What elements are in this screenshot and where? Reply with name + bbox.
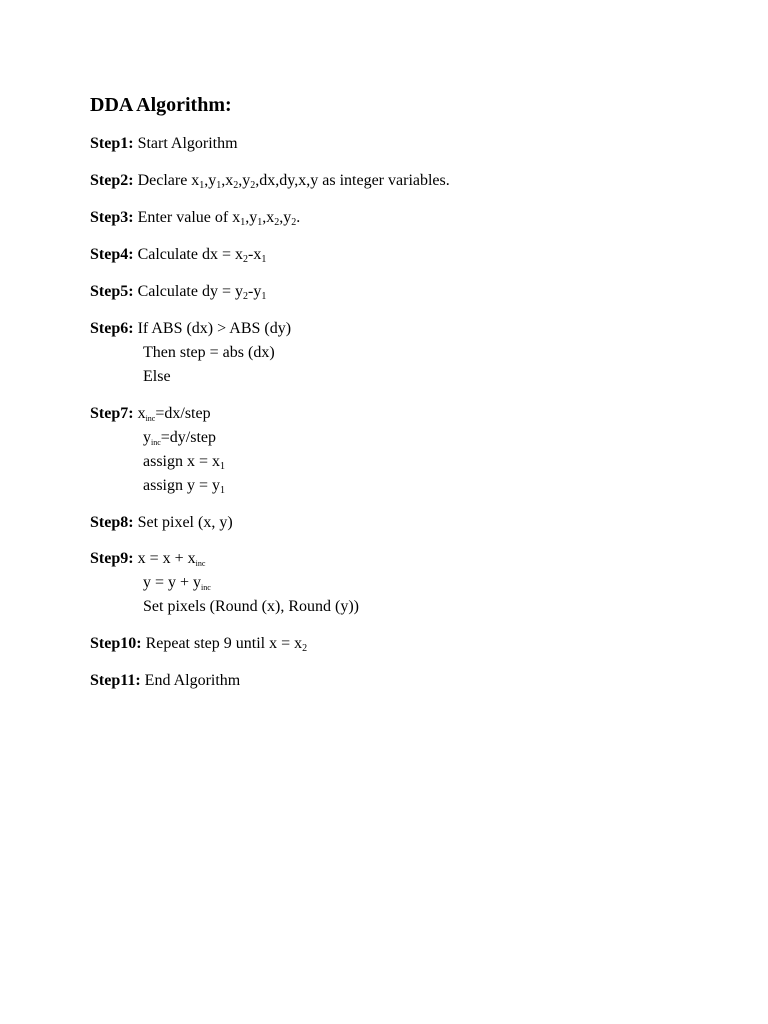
step-7 [90, 404, 211, 424]
step-5 [90, 282, 266, 302]
step-label: Step8: [90, 514, 134, 531]
step-7-line-3: assign $x = x_1$ [143, 453, 226, 472]
step-text: Repeat step 9 until $x = x_2$ [145, 635, 308, 654]
step-text: If ABS (dx) > ABS (dy) [137, 320, 292, 337]
step-11 [90, 671, 240, 691]
step-text: Start Algorithm [137, 135, 238, 152]
step-label: Step6: [90, 320, 134, 337]
step-7-line-4: assign $y = y_1$ [143, 477, 226, 496]
step-label: Step2: [90, 172, 134, 189]
step-label: Step5: [90, 283, 134, 300]
step-label: Step3: [90, 209, 134, 226]
step-label: Step7: [90, 405, 134, 422]
step-7-line-2: $y_{inc}=dy$/step [143, 429, 217, 447]
step-10 [90, 634, 307, 654]
step-text: Enter value of $x_1,y_1,x_2,y_2$. [137, 209, 301, 228]
step-text: Calculate dx = $x_2-x_1$ [137, 246, 267, 265]
step-label: Step4: [90, 246, 134, 263]
step-label: Step11: [90, 672, 141, 689]
step-3 [90, 208, 300, 228]
step-9-line-2: $y = y + y_{inc}$ [143, 574, 211, 592]
step-label: Step1: [90, 135, 134, 152]
step-4 [90, 245, 266, 265]
step-8 [90, 513, 233, 533]
step-text: $x = x + x_{inc}$ [137, 550, 206, 568]
document-title: DDA Algorithm: [90, 94, 232, 116]
step-text: $x_{inc}=dx$/step [137, 405, 211, 423]
step-text: Declare $x_1,y_1,x_2,y_2,dx,dy,x,y$ as integer variables. [137, 172, 450, 191]
step-6 [90, 319, 291, 339]
step-6-line-3: Else [143, 368, 171, 385]
step-label: Step10: [90, 635, 142, 652]
step-label: Step9: [90, 550, 134, 567]
step-9 [90, 549, 205, 569]
step-1 [90, 134, 238, 154]
step-text: Calculate dy = $y_2-y_1$ [137, 283, 267, 302]
step-text: End Algorithm [144, 672, 241, 689]
step-text: Set pixel (x, y) [137, 514, 233, 531]
step-6-line-2: Then step = abs (dx) [143, 344, 275, 361]
step-9-line-3: Set pixels (Round (x), Round (y)) [143, 598, 359, 615]
step-2 [90, 171, 450, 191]
